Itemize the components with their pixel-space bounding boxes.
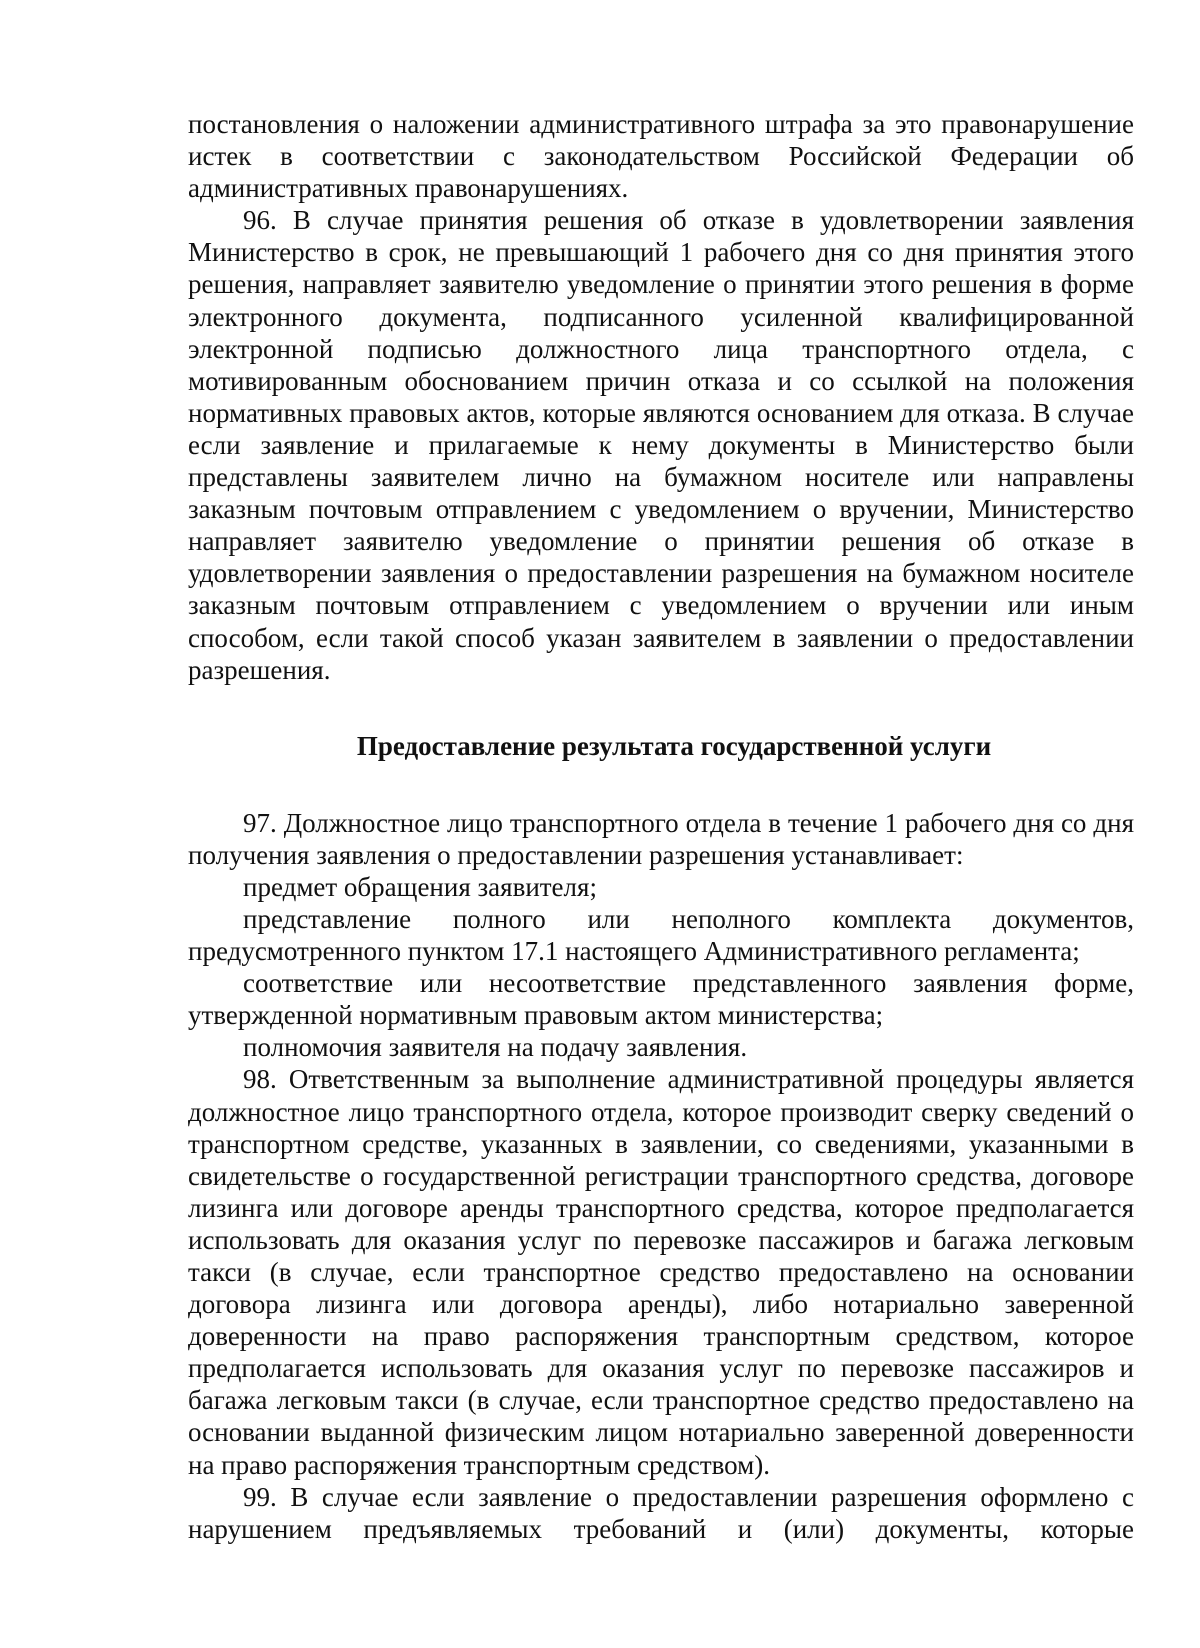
list-item: полномочия заявителя на подачу заявления. [243, 1032, 748, 1063]
paragraph-96: 96. В случае принятия решения об отказе в удовлетворении заявления Министерство в срок, не превышающий 1 рабочего дня со дня принятия этого решения, направляет заявителю уведомление о принятии этого решения в форме электронного документа, подписанного усиленной квалифицированной электронной подписью должностного лица транспортного отдела, с мотивированным обоснованием причин отказа и со ссылкой на положения нормативных правовых актов, которые являются основанием для отказа. В случае если заявление и прилагаемые к нему документы в Министерство были представлены заявителем лично на бумажном носителе или направлены заказным почтовым отправлением с уведомлением о вручении, Министерство направляет заявителю уведомление о принятии решения об отказе в удовлетворении заявления о предоставлении разрешения на бумажном носителе заказным почтовым отправлением с уведомлением о вручении или иным способом, если такой способ указан заявителем в заявлении о предоставлении разрешения. [188, 205, 1134, 685]
continuation-paragraph: постановления о наложении административного штрафа за это правонарушение истек в соответствии с законодательством Российской Федерации об административных правонарушениях. [188, 109, 1134, 204]
document-page [188, 108, 1134, 1545]
paragraph-99: 99. В случае если заявление о предоставлении разрешения оформлено с нарушением предъявляемых требований и (или) документы, которые [188, 1481, 1134, 1544]
section-heading: Предоставление результата государственной услуги [356, 730, 992, 761]
paragraph-97: 97. Должностное лицо транспортного отдела в течение 1 рабочего дня со дня получения заявления о предоставлении разрешения устанавливает: [188, 807, 1134, 870]
list-item: представление полного или неполного комплекта документов, предусмотренного пунктом 17.1 настоящего Административного регламента; [188, 903, 1134, 967]
list-item: соответствие или несоответствие представленного заявления форме, утвержденной нормативным правовым актом министерства; [188, 968, 1134, 1031]
paragraph-98: 98. Ответственным за выполнение административной процедуры является должностное лицо транспортного отдела, которое производит сверку сведений о транспортном средстве, указанных в заявлении, со сведениями, указанными в свидетельстве о государственной регистрации транспортного средства, договоре лизинга или договоре аренды транспортного средства, которое предполагается использовать для оказания услуг по перевозке пассажиров и багажа легковым такси (в случае, если транспортное средство предоставлено на основании договора лизинга или договора аренды), либо нотариально заверенной доверенности на право распоряжения транспортным средством, которое предполагается использовать для оказания услуг по перевозке пассажиров и багажа легковым такси (в случае, если транспортное средство предоставлено на основании выданной физическим лицом нотариально заверенной доверенности на право распоряжения транспортным средством). [188, 1064, 1134, 1480]
list-item: предмет обращения заявителя; [243, 871, 597, 902]
